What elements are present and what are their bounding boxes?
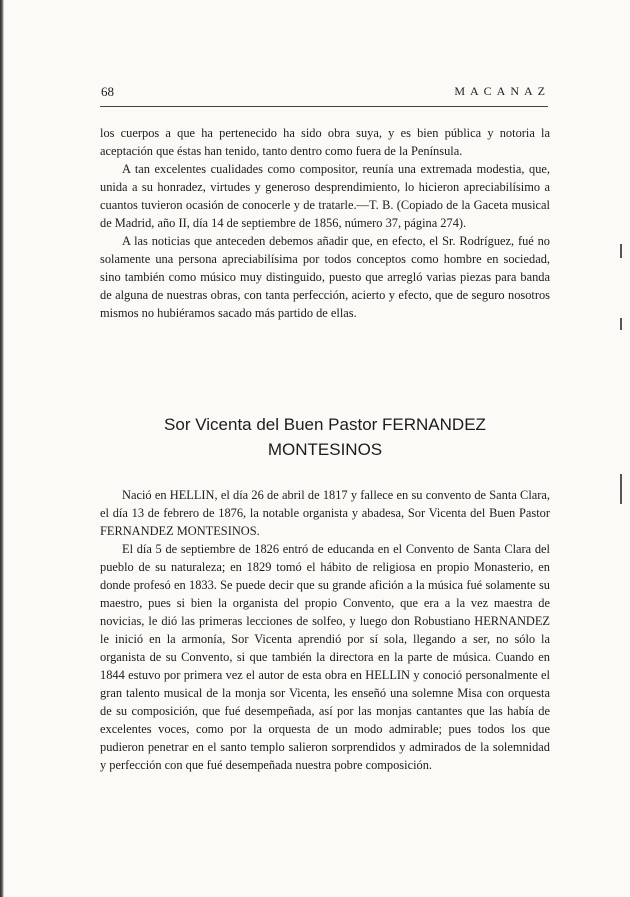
- section-title-line: MONTESINOS: [267, 440, 383, 459]
- paragraph: A tan excelentes cualidades como compositor, reunía una extremada modestia, que, unida a su honradez, virtudes y generoso desprendimiento, lo hicieron apreciabilísimo a cuantos tuvieron ocasión de conocerle y de tratarle.—T. B. (Copiado de la Gaceta musical de Madrid, año II, día 14 de septiembre de 1856, número 37, página 274).: [100, 162, 550, 230]
- text-block-bottom: [100, 486, 550, 774]
- section-title: [100, 412, 550, 462]
- scan-margin-mark: [620, 244, 622, 258]
- text-block-top: [100, 124, 550, 322]
- paragraph: A las noticias que anteceden debemos añadir que, en efecto, el Sr. Rodríguez, fué no solamente una persona apreciabilísima por todos conceptos como hombre en sociedad, sino también como músico muy distinguido, puesto que arregló varias piezas para banda de alguna de nuestras obras, con tanta perfección, acierto y efecto, que de seguro nosotros mismos no hubiéramos sacado más partido de ellas.: [100, 234, 550, 320]
- scan-margin-mark: [620, 318, 622, 330]
- header-rule: [100, 106, 548, 107]
- page-number: 68: [101, 84, 114, 99]
- paragraph: El día 5 de septiembre de 1826 entró de educanda en el Convento de Santa Clara del pueblo de su naturaleza; en 1829 tomó el hábito de religiosa en propio Monasterio, en donde profesó en 1833. Se puede decir que su grande afición a la música fué solamente su maestro, pues si bien la organista del propio Convento, que era a la vez maestra de novicias, le dió las primeras lecciones de solfeo, y luego don Robustiano HERNANDEZ le inició en la armonía, Sor Vicenta aprendió por sí sola, llegando a ser, no sólo la organista de su Convento, si que también la directora en la parte de música. Cuando en 1844 estuvo por primera vez el autor de esta obra en HELLIN y conoció personalmente el gran talento musical de la monja sor Vicenta, les enseñó una solemne Misa con orquesta de su composición, que fué desempeñada, así por las monjas cantantes que las había de excelentes voces, como por la orquesta de un modo admirable; pues todos los que pudieron penetrar en el santo templo salieron sorprendidos y admirados de la solemnidad y perfección con que fué desempeñada nuestra pobre composición.: [100, 542, 550, 772]
- scan-left-edge-shadow: [0, 0, 4, 897]
- paragraph: Nació en HELLIN, el día 26 de abril de 1817 y fallece en su convento de Santa Clara, el día 13 de febrero de 1876, la notable organista y abadesa, Sor Vicenta del Buen Pastor FERNANDEZ MONTESINOS.: [100, 488, 550, 538]
- running-head: MACANAZ: [454, 84, 550, 98]
- scan-margin-mark: [620, 474, 622, 504]
- section-title-line: Sor Vicenta del Buen Pastor FERNANDEZ: [164, 415, 486, 434]
- paragraph: los cuerpos a que ha pertenecido ha sido obra suya, y es bien pública y notoria la aceptación que éstas han tenido, tanto dentro como fuera de la Península.: [100, 126, 550, 158]
